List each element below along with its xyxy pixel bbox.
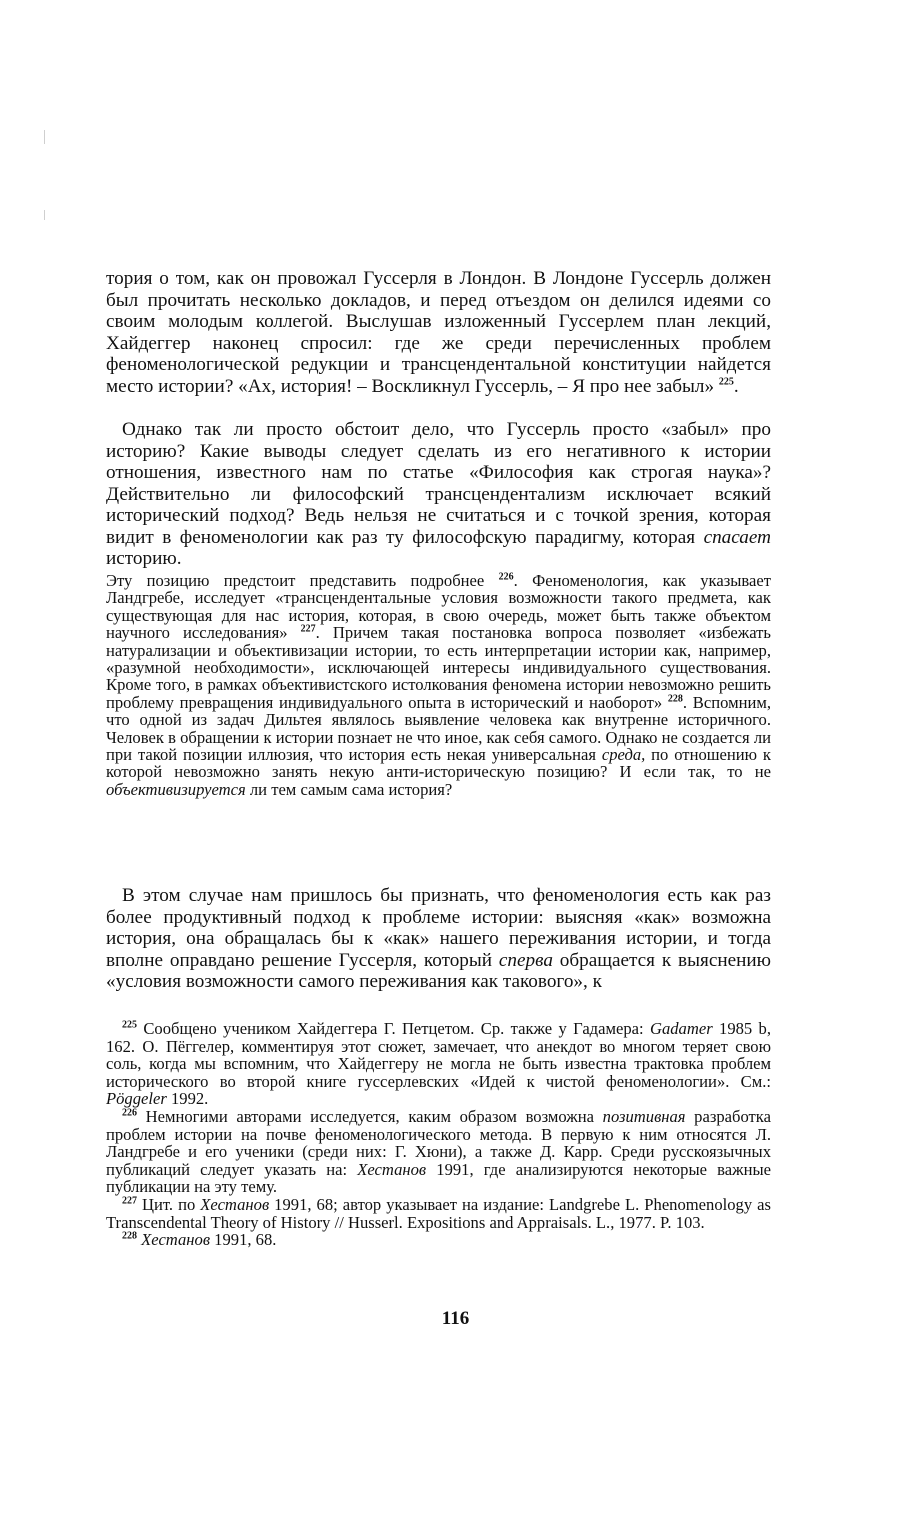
footnote-ref-227[interactable]: 227 [300, 623, 316, 635]
main-text [106, 268, 771, 993]
footnote-number-228: 228 [122, 1230, 137, 1242]
footnote-228: $^{228}$ Хестанов 1991, 68. [122, 1230, 277, 1250]
footnote-227: $^{227}$ Цит. по Хестанов 1991, 68; автор указывает на издание: Landgrebe L. Phenomenology as Transcendental Theory of History // Husserl. Expositions and Appraisals. L., 1977. P. 103. [106, 1194, 771, 1232]
paragraph-1: тория о том, как он провожал Гуссерля в Лондон. В Лондоне Гуссерль должен был прочитать несколько докладов, и перед отъездом он делился идеями со своим молодым коллегой. Выслушав изложенный Гуссерлем план лекций, Хайдеггер наконец спросил: где же среди перечисленных проблем феноменологической редукции и трансцендентальной конституции найдется место истории? «Ах, история! – Воскликнул Гуссерль, – Я про нее забыл» $^{225}$. [106, 268, 771, 397]
footnotes [106, 1020, 771, 1249]
footnote-ref-228[interactable]: 228 [667, 693, 683, 705]
footnote-225: $^{225}$ Сообщено учеником Хайдеггера Г. Петцетом. Ср. также у Гадамера: Gadamer 1985 b, 162. О. Пёггелер, комментируя этот сюжет, замечает, что анекдот во многом теряет свою соль, когда мы вспомним, что Хайдеггеру не могла не быть известна трактовка проблем исторического во второй книге гуссерлевских «Идей к чистой феноменологии». См.: Pöggeler 1992. [106, 1019, 771, 1109]
paragraph-3: Эту позицию предстоит представить подробнее $^{226}$. Феноменология, как указывает Ландгребе, исследует «трансцендентальные условия возможности такого предмета, как существующая для нас история, которая, в свою очередь, может быть также объектом научного исследования» $^{227}$. Причем такая постановка вопроса позволяет «избежать натурализации и объективизации истории, то есть интерпретации истории как, например, «разумной необходимости», исключающей интересы индивидуального существования. Кроме того, в рамках объективистского истолкования феномена истории невозможно решить проблему превращения индивидуального опыта в исторический и наоборот» $^{228}$. Вспомним, что одной из задач Дильтея являлось выявление человека как внутренне историчного. Человек в обращении к истории познает не что иное, как себя самого. Однако не создается ли при такой позиции иллюзия, что история есть некая универсальная среда, по отношению к которой невозможно занять некую анти-историческую позицию? И если так, то не объективизируется ли тем самым сама история? [106, 571, 772, 799]
footnote-number-226: 226 [122, 1107, 137, 1119]
scan-speck [44, 130, 45, 144]
paragraph-2: Однако так ли просто обстоит дело, что Гуссерль просто «забыл» про историю? Какие выводы следует сделать из его негативного к истории отношения, известного нам по статье «Философия как строгая наука»? Действительно ли философский трансцендентализм исключает всякий исторический подход? Ведь нельзя не считаться и с точкой зрения, которая видит в феноменологии как раз ту философскую парадигму, которая спасает историю. [106, 419, 771, 569]
footnote-226: $^{226}$ Немногими авторами исследуется, каким образом возможна позитивная разработка проблем истории на почве феноменологического метода. В первую к ним относятся Л. Ландгребе и его ученики (среди них: Г. Хюни), а также Д. Карр. Среди русскоязычных публикаций следует указать на: Хестанов 1991, где анализируются некоторые важные публикации на эту тему. [106, 1106, 771, 1197]
scan-speck [44, 210, 45, 220]
footnote-ref-225[interactable]: 225 [718, 376, 734, 388]
footnote-number-225: 225 [122, 1019, 137, 1031]
footnote-ref-226[interactable]: 226 [498, 571, 514, 583]
footnote-number-227: 227 [122, 1195, 137, 1207]
paragraph-4: В этом случае нам пришлось бы признать, что феноменология есть как раз более продуктивный подход к проблеме истории: выясняя «как» возможна история, она обращалась бы к «как» нашего переживания истории, и тогда вполне оправдано решение Гуссерля, который сперва обращается к выяснению «условия возможности самого переживания как такового», к [106, 885, 771, 992]
page-number: 116 [441, 1308, 470, 1329]
